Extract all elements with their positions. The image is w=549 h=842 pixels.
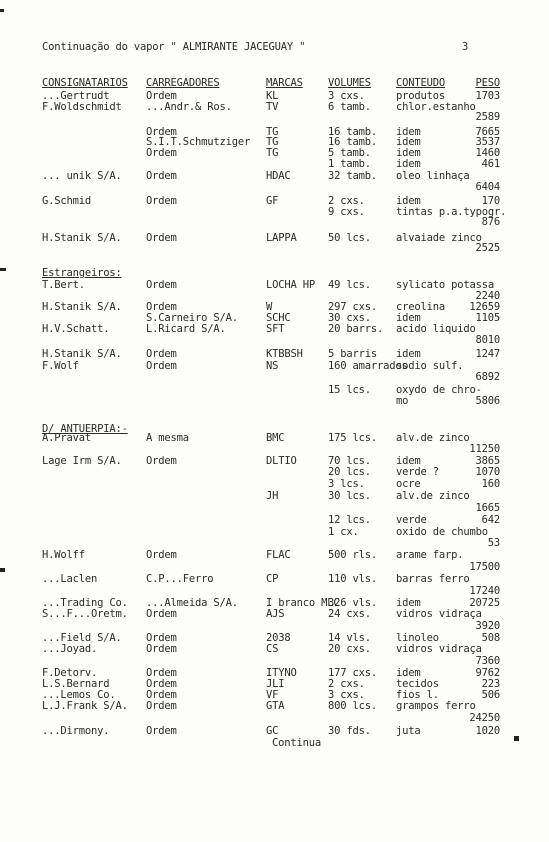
weight-cell: 2240: [475, 290, 500, 302]
section-heading: Estrangeiros:: [42, 267, 122, 279]
shipper-cell: Ordem: [146, 279, 177, 291]
volumes-cell: 16 tamb.: [328, 136, 377, 148]
consignee-cell: L.S.Bernard: [42, 678, 110, 690]
weight-cell: 508: [481, 632, 500, 644]
volumes-cell: 14 vls.: [328, 632, 371, 644]
contents-cell: idem: [396, 158, 421, 170]
weight-cell: 506: [481, 689, 500, 701]
mark-cell: JLI: [266, 678, 285, 690]
column-header-consignees: CONSIGNATARIOS: [42, 77, 128, 89]
volumes-cell: 2 cxs.: [328, 195, 365, 207]
contents-cell: mo: [396, 395, 409, 407]
volumes-cell: 70 lcs.: [328, 455, 371, 467]
mark-cell: GF: [266, 195, 279, 207]
mark-cell: BMC: [266, 432, 285, 444]
weight-cell: 7665: [475, 126, 500, 138]
consignee-cell: G.Schmid: [42, 195, 91, 207]
volumes-cell: 326 vls.: [328, 597, 377, 609]
volumes-cell: 5 barris: [328, 348, 377, 360]
mark-cell: VF: [266, 689, 279, 701]
mark-cell: SFT: [266, 323, 285, 335]
scan-mark: [0, 9, 4, 12]
shipper-cell: Ordem: [146, 700, 177, 712]
consignee-cell: A.Pravat: [42, 432, 91, 444]
mark-cell: TG: [266, 136, 279, 148]
shipper-cell: Ordem: [146, 170, 177, 182]
consignee-cell: S...F...Oretm.: [42, 608, 128, 620]
contents-cell: oxido de chumbo: [396, 526, 488, 538]
contents-cell: linoleo: [396, 632, 439, 644]
contents-cell: barras ferro: [396, 573, 470, 585]
weight-cell: 642: [481, 514, 500, 526]
shipper-cell: A mesma: [146, 432, 189, 444]
mark-cell: I branco MLC: [266, 597, 340, 609]
volumes-cell: 175 lcs.: [328, 432, 377, 444]
weight-cell: 7360: [475, 655, 500, 667]
contents-cell: grampos ferro: [396, 700, 476, 712]
page-header-title: Continuação do vapor " ALMIRANTE JACEGUAY ": [42, 41, 306, 53]
consignee-cell: H.Stanik S/A.: [42, 301, 122, 313]
consignee-cell: ...Field S/A.: [42, 632, 122, 644]
mark-cell: LAPPA: [266, 232, 297, 244]
contents-cell: vidros vidraça: [396, 643, 482, 655]
contents-cell: idem: [396, 667, 421, 679]
volumes-cell: 50 lcs.: [328, 232, 371, 244]
weight-cell: 12659: [469, 301, 500, 313]
consignee-cell: ...Gertrudt: [42, 90, 110, 102]
shipper-cell: S.I.T.Schmutziger: [146, 136, 251, 148]
volumes-cell: 297 cxs.: [328, 301, 377, 313]
volumes-cell: 30 fds.: [328, 725, 371, 737]
shipper-cell: Ordem: [146, 126, 177, 138]
mark-cell: W: [266, 301, 273, 313]
mark-cell: SCHC: [266, 312, 291, 324]
contents-cell: creolina: [396, 301, 445, 313]
shipper-cell: ...Almeida S/A.: [146, 597, 238, 609]
mark-cell: 2038: [266, 632, 291, 644]
contents-cell: produtos: [396, 90, 445, 102]
shipper-cell: Ordem: [146, 678, 177, 690]
mark-cell: LOCHA HP: [266, 279, 315, 291]
contents-cell: verde: [396, 514, 427, 526]
mark-cell: HDAC: [266, 170, 291, 182]
volumes-cell: 110 vls.: [328, 573, 377, 585]
volumes-cell: 3 lcs.: [328, 478, 365, 490]
weight-cell: 11250: [469, 443, 500, 455]
contents-cell: idem: [396, 312, 421, 324]
mark-cell: JH: [266, 490, 279, 502]
weight-cell: 223: [481, 678, 500, 690]
weight-cell: 17240: [469, 585, 500, 597]
contents-cell: idem: [396, 597, 421, 609]
contents-cell: oleo linhaça: [396, 170, 470, 182]
mark-cell: KL: [266, 90, 279, 102]
consignee-cell: F.Detorv.: [42, 667, 98, 679]
contents-cell: alv.de zinco: [396, 490, 470, 502]
consignee-cell: F.Wolf: [42, 360, 79, 372]
contents-cell: ocre: [396, 478, 421, 490]
weight-cell: 1070: [475, 466, 500, 478]
shipper-cell: S.Carneiro S/A.: [146, 312, 238, 324]
volumes-cell: 5 tamb.: [328, 147, 371, 159]
column-header-volumes: VOLUMES: [328, 77, 371, 89]
weight-cell: 3865: [475, 455, 500, 467]
weight-cell: 160: [481, 478, 500, 490]
consignee-cell: H.Stanik S/A.: [42, 348, 122, 360]
shipper-cell: Ordem: [146, 90, 177, 102]
weight-cell: 1020: [475, 725, 500, 737]
weight-cell: 3920: [475, 620, 500, 632]
column-header-marks: MARCAS: [266, 77, 303, 89]
contents-cell: verde ?: [396, 466, 439, 478]
consignee-cell: ...Joyad.: [42, 643, 98, 655]
weight-cell: 170: [481, 195, 500, 207]
mark-cell: FLAC: [266, 549, 291, 561]
volumes-cell: 20 barrs.: [328, 323, 384, 335]
shipper-cell: Ordem: [146, 455, 177, 467]
mark-cell: CS: [266, 643, 279, 655]
contents-cell: oxydo de chro-: [396, 384, 482, 396]
volumes-cell: 16 tamb.: [328, 126, 377, 138]
mark-cell: TG: [266, 147, 279, 159]
consignee-cell: T.Bert.: [42, 279, 85, 291]
weight-cell: 2525: [475, 242, 500, 254]
contents-cell: arame farp.: [396, 549, 464, 561]
mark-cell: GTA: [266, 700, 285, 712]
weight-cell: 1105: [475, 312, 500, 324]
weight-cell: 1247: [475, 348, 500, 360]
shipper-cell: Ordem: [146, 232, 177, 244]
shipper-cell: Ordem: [146, 195, 177, 207]
column-header-shippers: CARREGADORES: [146, 77, 220, 89]
contents-cell: idem: [396, 348, 421, 360]
volumes-cell: 1 cx.: [328, 526, 359, 538]
volumes-cell: 6 tamb.: [328, 101, 371, 113]
shipper-cell: Ordem: [146, 643, 177, 655]
contents-cell: tecidos: [396, 678, 439, 690]
volumes-cell: 30 cxs.: [328, 312, 371, 324]
shipper-cell: Ordem: [146, 360, 177, 372]
volumes-cell: 15 lcs.: [328, 384, 371, 396]
weight-cell: 17500: [469, 561, 500, 573]
weight-cell: 53: [487, 537, 500, 549]
scan-mark: [0, 568, 5, 572]
contents-cell: chlor.estanho: [396, 101, 476, 113]
column-header-contents: CONTEUDO: [396, 77, 445, 89]
mark-cell: NS: [266, 360, 279, 372]
volumes-cell: 160 amarrados: [328, 360, 408, 372]
shipper-cell: C.P...Ferro: [146, 573, 214, 585]
consignee-cell: ... unik S/A.: [42, 170, 122, 182]
weight-cell: 1665: [475, 502, 500, 514]
weight-cell: 2589: [475, 111, 500, 123]
volumes-cell: 30 lcs.: [328, 490, 371, 502]
mark-cell: CP: [266, 573, 279, 585]
contents-cell: idem: [396, 126, 421, 138]
weight-cell: 1460: [475, 147, 500, 159]
consignee-cell: H.Stanik S/A.: [42, 232, 122, 244]
consignee-cell: Lage Irm S/A.: [42, 455, 122, 467]
consignee-cell: ...Lemos Co.: [42, 689, 116, 701]
weight-cell: 24250: [469, 712, 500, 724]
volumes-cell: 3 cxs.: [328, 90, 365, 102]
shipper-cell: Ordem: [146, 608, 177, 620]
shipper-cell: ...Andr.& Ros.: [146, 101, 232, 113]
page-number: 3: [462, 41, 469, 53]
volumes-cell: 3 cxs.: [328, 689, 365, 701]
contents-cell: tintas p.a.typogr.: [396, 206, 507, 218]
volumes-cell: 20 cxs.: [328, 643, 371, 655]
contents-cell: acido liquido: [396, 323, 476, 335]
weight-cell: 20725: [469, 597, 500, 609]
consignee-cell: ...Laclen: [42, 573, 98, 585]
continues-note: Continua: [272, 737, 321, 749]
contents-cell: alv.de zinco: [396, 432, 470, 444]
weight-cell: 461: [481, 158, 500, 170]
weight-cell: 1703: [475, 90, 500, 102]
volumes-cell: 500 rls.: [328, 549, 377, 561]
mark-cell: TV: [266, 101, 279, 113]
contents-cell: juta: [396, 725, 421, 737]
consignee-cell: H.Wolff: [42, 549, 85, 561]
shipper-cell: Ordem: [146, 301, 177, 313]
volumes-cell: 24 cxs.: [328, 608, 371, 620]
shipper-cell: Ordem: [146, 348, 177, 360]
volumes-cell: 12 lcs.: [328, 514, 371, 526]
contents-cell: alvaiade zinco: [396, 232, 482, 244]
weight-cell: 876: [481, 216, 500, 228]
volumes-cell: 1 tamb.: [328, 158, 371, 170]
volumes-cell: 177 cxs.: [328, 667, 377, 679]
mark-cell: ITYNO: [266, 667, 297, 679]
shipper-cell: Ordem: [146, 632, 177, 644]
shipper-cell: L.Ricard S/A.: [146, 323, 226, 335]
mark-cell: DLTIO: [266, 455, 297, 467]
consignee-cell: F.Woldschmidt: [42, 101, 122, 113]
volumes-cell: 2 cxs.: [328, 678, 365, 690]
contents-cell: vidros vidraça: [396, 608, 482, 620]
volumes-cell: 800 lcs.: [328, 700, 377, 712]
shipper-cell: Ordem: [146, 549, 177, 561]
shipper-cell: Ordem: [146, 725, 177, 737]
mark-cell: KTBBSH: [266, 348, 303, 360]
weight-cell: 3537: [475, 136, 500, 148]
shipper-cell: Ordem: [146, 667, 177, 679]
volumes-cell: 9 cxs.: [328, 206, 365, 218]
contents-cell: idem: [396, 455, 421, 467]
contents-cell: idem: [396, 195, 421, 207]
weight-cell: 6404: [475, 181, 500, 193]
volumes-cell: 49 lcs.: [328, 279, 371, 291]
volumes-cell: 20 lcs.: [328, 466, 371, 478]
section-heading: D/ ANTUERPIA:-: [42, 423, 128, 435]
mark-cell: TG: [266, 126, 279, 138]
weight-cell: 6892: [475, 371, 500, 383]
contents-cell: sylicato potassa: [396, 279, 494, 291]
consignee-cell: H.V.Schatt.: [42, 323, 110, 335]
weight-cell: 5806: [475, 395, 500, 407]
volumes-cell: 32 tamb.: [328, 170, 377, 182]
contents-cell: fios l.: [396, 689, 439, 701]
consignee-cell: L.J.Frank S/A.: [42, 700, 128, 712]
weight-cell: 9762: [475, 667, 500, 679]
shipper-cell: Ordem: [146, 689, 177, 701]
contents-cell: idem: [396, 147, 421, 159]
consignee-cell: ...Dirmony.: [42, 725, 110, 737]
scan-mark: [514, 736, 519, 741]
weight-cell: 8010: [475, 334, 500, 346]
contents-cell: idem: [396, 136, 421, 148]
column-header-weight: PESO: [475, 77, 500, 89]
mark-cell: GC: [266, 725, 279, 737]
mark-cell: AJS: [266, 608, 285, 620]
shipper-cell: Ordem: [146, 147, 177, 159]
contents-cell: sodio sulf.: [396, 360, 464, 372]
scan-mark: [0, 268, 6, 271]
consignee-cell: ...Trading Co.: [42, 597, 128, 609]
